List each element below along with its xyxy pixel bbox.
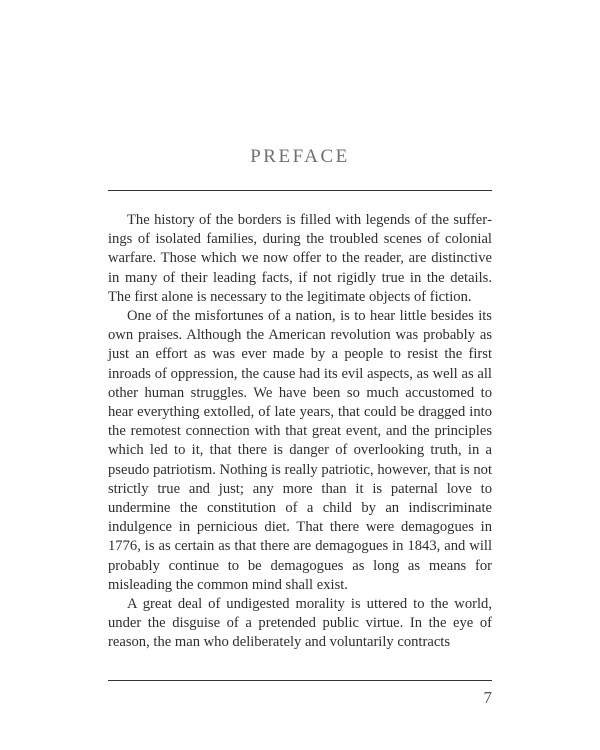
page-number: 7 [483, 688, 492, 707]
paragraph-1: The history of the borders is filled with legends of the sufferings of isolated families, during the troubled scenes of colonial warfare. Those which we now offer to the reader, are distinctive in many of their leading facts, if not rigidly true in the details. The first alone is necessary to the legitimate objects of fiction. [108, 212, 492, 305]
paragraph-2: One of the misfortunes of a nation, is to hear little besides its own praises. Although the American revolution was probably as just an effort as was ever made by a people to resist the first inroads of oppression, the cause had its evil aspects, as well as all other human struggles. We have been so much accustomed to hear everything extolled, of late years, that could be dragged into the remotest connection with that great event, and the principles which led to it, that there is danger of overlooking truth, in a pseudo patriotism. Nothing is really patriotic, however, that is not strictly true and just; any more than it is paternal love to undermine the constitution of a child by an indiscriminate indulgence in pernicious diet. That there were demagogues in 1776, is as certain as that there are demagogues in 1843, and will probably continue to be demagogues as long as means for misleading the common mind shall exist. [108, 308, 492, 593]
paragraph-3: A great deal of undigested morality is uttered to the world, under the disguise of a pretended public virtue. In the eye of reason, the man who deliberately and voluntarily contracts [108, 596, 492, 651]
top-divider [108, 190, 492, 191]
page-title: PREFACE [250, 146, 350, 167]
bottom-divider [108, 680, 492, 681]
body-text [108, 211, 492, 653]
